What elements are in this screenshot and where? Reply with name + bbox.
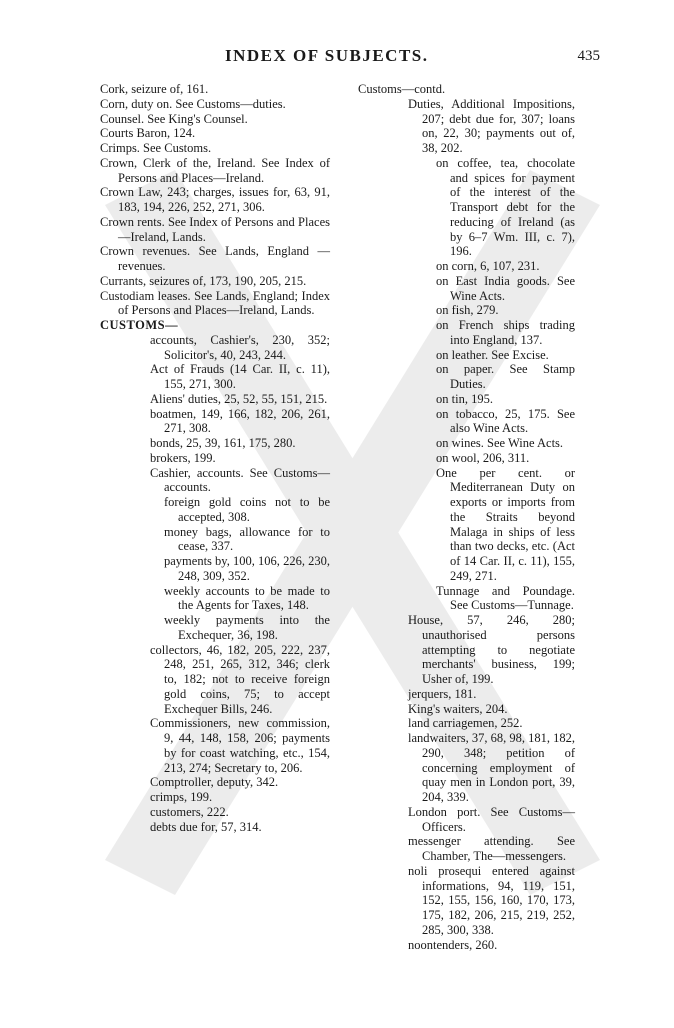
index-entry: Cashier, accounts. See Customs—accounts.: [150, 465, 330, 495]
index-entry: Corn, duty on. See Customs—duties.: [100, 96, 286, 111]
index-entry: Crown rents. See Index of Persons and Places—Ireland, Lands.: [100, 214, 330, 244]
index-entry: landwaiters, 37, 68, 98, 181, 182, 290, 348; petition of concerning employment of quay men in London port, 39, 204, 339.: [408, 731, 575, 804]
index-entry: Crown, Clerk of the, Ireland. See Index of Persons and Places—Ireland.: [100, 155, 330, 185]
index-entry: Aliens' duties, 25, 52, 55, 151, 215.: [150, 391, 328, 406]
index-entry: on French ships trading into England, 137.: [436, 318, 575, 347]
index-entry: on wool, 206, 311.: [436, 450, 530, 465]
index-entry: on wines. See Wine Acts.: [436, 436, 564, 450]
index-entry: accounts, Cashier's, 230, 352; Solicitor's, 40, 243, 244.: [150, 332, 330, 362]
index-entry: Custodiam leases. See Lands, England; Index of Persons and Places—Ireland, Lands.: [100, 288, 330, 318]
index-entry: on tin, 195.: [436, 391, 493, 406]
index-entry: jerquers, 181.: [408, 686, 477, 701]
index-entry: on fish, 279.: [436, 303, 499, 318]
index-entry: Counsel. See King's Counsel.: [100, 111, 248, 126]
index-entry: Currants, seizures of, 173, 190, 205, 215.: [100, 273, 307, 288]
page-number: 435: [577, 48, 600, 64]
page-header: [100, 40, 600, 70]
index-entry: Crimps. See Customs.: [100, 141, 212, 155]
index-entry: Courts Baron, 124.: [100, 126, 196, 141]
index-entry: One per cent. or Mediterranean Duty on exports or imports from the Straits beyond Malaga in ships of less than two decks, etc. (Act of 14 Car. II, c. 11), 155, 249, 271.: [436, 465, 575, 583]
index-entry: Act of Frauds (14 Car. II, c. 11), 155, 271, 300.: [150, 362, 330, 391]
index-entry: Commissioners, new commission, 9, 44, 148, 158, 206; payments by for coast watching, etc., 154, 213, 274; Secretary to, 206.: [150, 716, 330, 775]
index-entry: foreign gold coins not to be accepted, 308.: [164, 495, 330, 524]
index-entry: House, 57, 246, 280; unauthorised persons attempting to negotiate merchants' business, 199; Usher of, 199.: [408, 613, 575, 686]
index-entry: bonds, 25, 39, 161, 175, 280.: [150, 436, 296, 450]
index-entry: noli prosequi entered against informations, 94, 119, 151, 152, 155, 156, 160, 170, 173, 175, 182, 206, 215, 219, 252, 285, 300, 338.: [408, 863, 575, 937]
index-entry: land carriagemen, 252.: [408, 716, 523, 731]
index-entry: on coffee, tea, chocolate and spices for payment of the interest of the Transport debt for the reducing of Ireland (as by 6–7 Wm. III, c. 7), 196.: [436, 155, 575, 259]
index-entry: noontenders, 260.: [408, 937, 498, 952]
index-entry: collectors, 46, 182, 205, 222, 237, 248, 251, 265, 312, 346; clerk to, 182; not to receive foreign gold coins, 75; to accept Exchequer Bills, 246.: [150, 642, 330, 716]
index-entry: payments by, 100, 106, 226, 230, 248, 309, 352.: [164, 554, 330, 583]
index-entry: Tunnage and Poundage. See Customs—Tunnage.: [436, 583, 575, 613]
index-entry: on corn, 6, 107, 231.: [436, 259, 540, 273]
index-entry: on tobacco, 25, 175. See also Wine Acts.: [436, 406, 575, 436]
index-entry: messenger attending. See Chamber, The—messengers.: [408, 834, 575, 863]
right-column: [358, 82, 575, 952]
index-entry: London port. See Customs—Officers.: [408, 804, 575, 834]
left-column: [100, 82, 330, 834]
index-entry: Comptroller, deputy, 342.: [150, 775, 279, 790]
index-entry: crimps, 199.: [150, 790, 213, 804]
index-entry: money bags, allowance for to cease, 337.: [164, 524, 330, 554]
running-title: INDEX OF SUBJECTS.: [225, 46, 429, 65]
index-entry: on leather. See Excise.: [436, 347, 549, 362]
index-entry: CUSTOMS—: [100, 318, 179, 332]
index-entry: customers, 222.: [150, 804, 229, 819]
index-entry: boatmen, 149, 166, 182, 206, 261, 271, 308.: [150, 406, 330, 436]
index-entry: Customs—contd.: [358, 82, 446, 96]
index-entry: Duties, Additional Impositions, 207; debt due for, 307; loans on, 22, 30; payments out of, 38, 202.: [408, 96, 575, 155]
index-entry: weekly payments into the Exchequer, 36, 198.: [164, 613, 330, 642]
index-entry: on East India goods. See Wine Acts.: [436, 273, 575, 303]
index-entry: weekly accounts to be made to the Agents for Taxes, 148.: [164, 583, 330, 613]
index-entry: brokers, 199.: [150, 450, 216, 465]
index-entry: debts due for, 57, 314.: [150, 819, 262, 834]
index-entry: King's waiters, 204.: [408, 701, 508, 716]
index-entry: on paper. See Stamp Duties.: [436, 362, 575, 391]
index-entry: Crown revenues. See Lands, England —revenues.: [100, 244, 330, 273]
index-entry: Cork, seizure of, 161.: [100, 82, 209, 96]
index-entry: Crown Law, 243; charges, issues for, 63, 91, 183, 194, 226, 252, 271, 306.: [100, 185, 330, 214]
